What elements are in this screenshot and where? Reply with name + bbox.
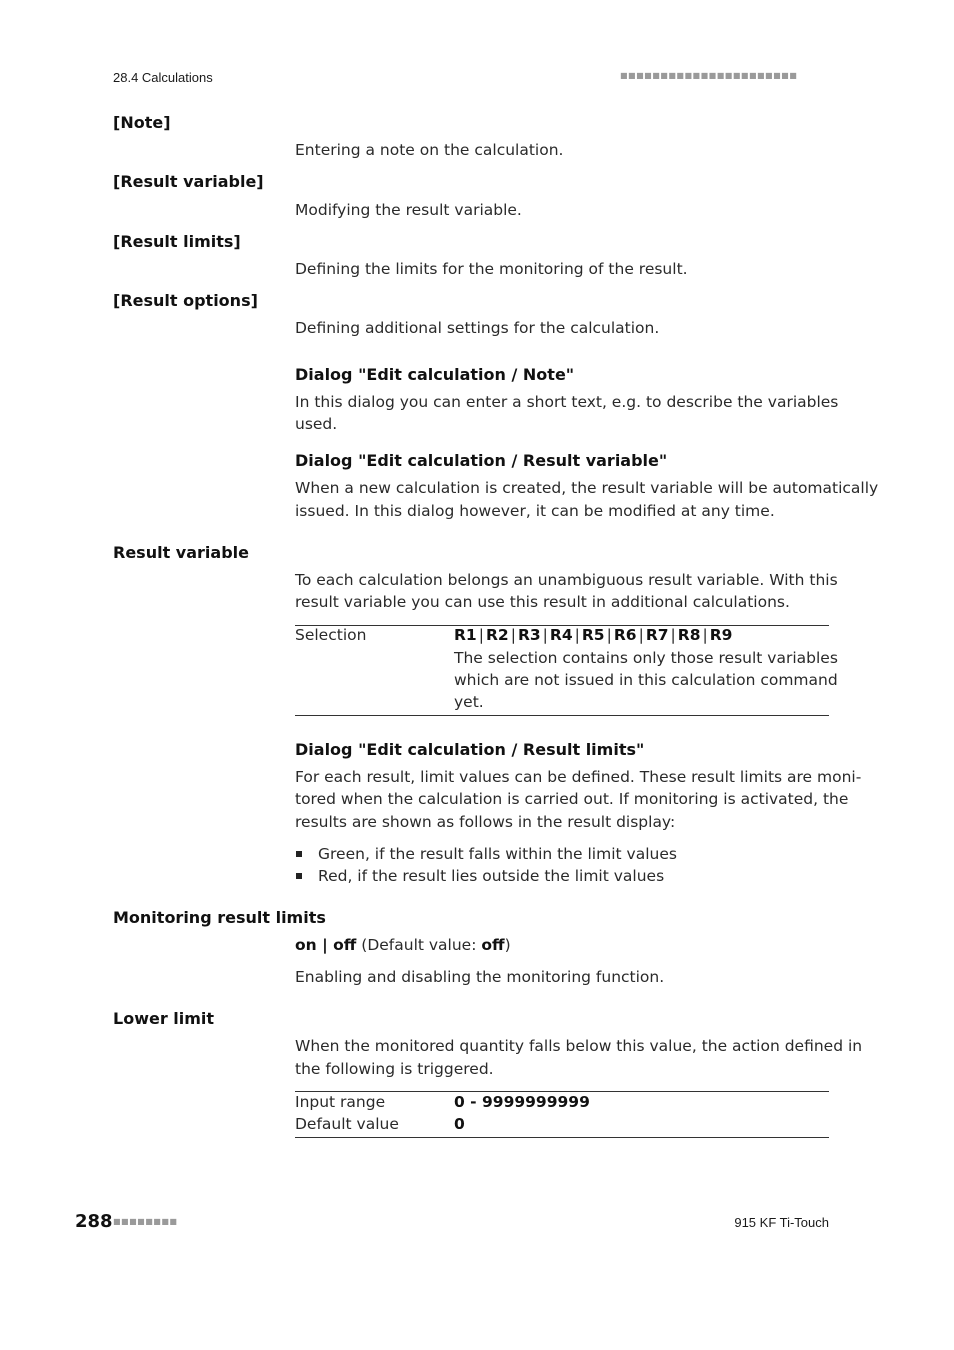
lower-limit-label: Lower limit	[113, 1009, 215, 1028]
monitoring-default-prefix: (Default value:	[356, 936, 482, 954]
result-variable-text-line2: result variable you can use this result in additional calculations.	[295, 593, 790, 611]
selection-key: Selection	[295, 626, 367, 644]
selection-option-r2: R2	[485, 626, 509, 644]
selection-separator: |	[702, 626, 708, 644]
running-header-section: 28.4 Calculations	[113, 70, 213, 85]
selection-separator: |	[510, 626, 516, 644]
monitoring-default-value: off	[481, 936, 505, 954]
bullet-text-red: Red, if the result lies outside the limit values	[318, 867, 665, 885]
result-variable-button-description: Modifying the result variable.	[295, 201, 522, 219]
dialog-result-variable-text-line1: When a new calculation is created, the result variable will be automatically	[295, 479, 879, 497]
selection-option-r9: R9	[709, 626, 733, 644]
result-variable-button-label: [Result variable]	[113, 172, 264, 191]
header-decoration: ■■■■■■■■■■■■■■■■■■■■■■	[620, 71, 798, 80]
monitoring-options: on | off	[295, 936, 357, 954]
monitoring-result-limits-label: Monitoring result limits	[113, 908, 326, 927]
selection-description-line2: which are not issued in this calculation command	[454, 671, 838, 689]
selection-option-r3: R3	[517, 626, 541, 644]
result-variable-text-line1: To each calculation belongs an unambiguous result variable. With this	[295, 571, 838, 589]
dialog-result-limits-text-line2: tored when the calculation is carried out. If monitoring is activated, the	[295, 790, 849, 808]
bullet-list-item	[296, 843, 677, 866]
selection-separator: |	[638, 626, 644, 644]
note-label: [Note]	[113, 113, 171, 132]
lower-limit-text-line2: the following is triggered.	[295, 1060, 494, 1078]
bullet-text-green: Green, if the result falls within the limit values	[318, 845, 677, 863]
dialog-result-variable-heading: Dialog "Edit calculation / Result variable"	[295, 451, 668, 470]
monitoring-description: Enabling and disabling the monitoring function.	[295, 968, 665, 986]
selection-option-r8: R8	[677, 626, 701, 644]
dialog-result-variable-text-line2: issued. In this dialog however, it can be modified at any time.	[295, 502, 775, 520]
dialog-note-text-line1: In this dialog you can enter a short text, e.g. to describe the variables	[295, 393, 839, 411]
footer-product-name: 915 KF Ti-Touch	[734, 1215, 829, 1230]
selection-table-bottom-rule	[295, 715, 829, 716]
input-range-key: Input range	[295, 1093, 386, 1111]
default-value-key: Default value	[295, 1115, 399, 1133]
lower-limit-table-bottom-rule	[295, 1137, 829, 1138]
monitoring-default-suffix: )	[504, 936, 511, 954]
result-limits-label: [Result limits]	[113, 232, 241, 251]
lower-limit-text-line1: When the monitored quantity falls below this value, the action defined in	[295, 1037, 863, 1055]
dialog-note-heading: Dialog "Edit calculation / Note"	[295, 365, 575, 384]
selection-option-r6: R6	[613, 626, 637, 644]
default-value-value: 0	[454, 1115, 465, 1133]
note-description: Entering a note on the calculation.	[295, 141, 564, 159]
page-number: 288	[75, 1211, 113, 1232]
selection-option-r1: R1	[454, 626, 477, 644]
selection-separator: |	[574, 626, 580, 644]
selection-separator: |	[542, 626, 548, 644]
dialog-note-text-line2: used.	[295, 415, 338, 433]
selection-option-r4: R4	[549, 626, 573, 644]
selection-options	[454, 624, 732, 647]
input-range-value: 0 - 9999999999	[454, 1093, 590, 1111]
dialog-result-limits-text-line1: For each result, limit values can be defined. These result limits are moni-	[295, 768, 862, 786]
bullet-list-item	[296, 865, 664, 888]
selection-description-line3: yet.	[454, 693, 484, 711]
selection-option-r5: R5	[581, 626, 605, 644]
selection-separator: |	[478, 626, 484, 644]
selection-separator: |	[670, 626, 676, 644]
dialog-result-limits-text-line3: results are shown as follows in the result display:	[295, 813, 676, 831]
monitoring-options-line	[295, 934, 511, 957]
selection-description-line1: The selection contains only those result variables	[454, 649, 838, 667]
dialog-result-limits-heading: Dialog "Edit calculation / Result limits"	[295, 740, 645, 759]
result-options-description: Defining additional settings for the calculation.	[295, 319, 660, 337]
result-limits-description: Defining the limits for the monitoring of the result.	[295, 260, 688, 278]
result-variable-parameter-label: Result variable	[113, 543, 249, 562]
bullet-square-icon	[296, 851, 302, 857]
result-options-label: [Result options]	[113, 291, 258, 310]
footer-decoration: ■■■■■■■■	[113, 1217, 178, 1226]
bullet-square-icon	[296, 873, 302, 879]
selection-option-r7: R7	[645, 626, 669, 644]
selection-separator: |	[606, 626, 612, 644]
